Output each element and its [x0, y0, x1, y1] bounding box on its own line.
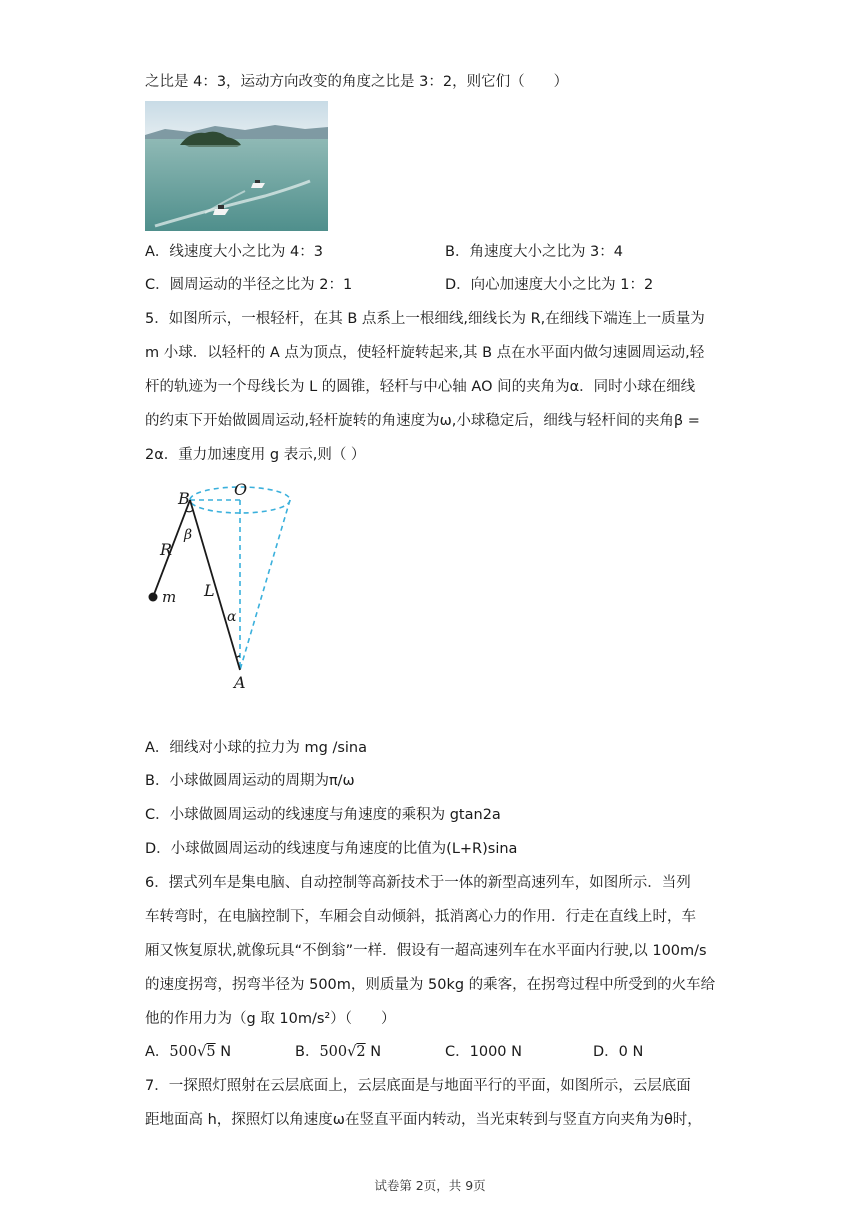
q5-option-a: A．细线对小球的拉力为 mg /sina: [145, 740, 368, 756]
rod-ab: [190, 500, 240, 670]
q6-option-b-label: B．: [295, 1044, 320, 1060]
q7-stem-line: 距地面高 h，探照灯以角速度ω在竖直平面内转动，当光束转到与竖直方向夹角为θ时，: [145, 1112, 702, 1128]
label-m: m: [162, 588, 177, 606]
label-a: A: [234, 673, 246, 692]
q4-option-c: C．圆周运动的半径之比为 2：1: [145, 277, 353, 293]
q6-option-a-label: A．: [145, 1044, 170, 1060]
q6-option-b: [295, 1042, 381, 1062]
q6-option-a-coef: 500: [169, 1044, 198, 1060]
q6-option-a-radicand: 5: [206, 1044, 216, 1060]
cone-right-generatrix: [240, 500, 290, 670]
q5-stem-line: 杆的轨迹为一个母线长为 L 的圆锥，轻杆与中心轴 AO 间的夹角为α．同时小球在细线: [145, 379, 696, 395]
q6-stem-line: 车转弯时，在电脑控制下，车厢会自动倾斜，抵消离心力的作用．行走在直线上时，车: [145, 909, 696, 925]
q6-option-b-unit: N: [365, 1044, 382, 1060]
q6-stem-line: 厢又恢复原状,就像玩具“不倒翁”一样．假设有一超高速列车在水平面内行驶,以 100m/s: [145, 943, 707, 959]
label-alpha: α: [227, 609, 237, 625]
q6-stem-line: 6．摆式列车是集电脑、自动控制等高新技术于一体的新型高速列车，如图所示．当列: [145, 875, 691, 891]
sqrt-sign: √: [197, 1044, 207, 1060]
ball: [149, 593, 158, 602]
q4-option-b: B．角速度大小之比为 3：4: [445, 244, 624, 260]
q6-option-c: C．1000 N: [445, 1044, 522, 1060]
q6-option-a-unit: N: [215, 1044, 232, 1060]
q5-stem-line: 2α．重力加速度用 g 表示,则（ ）: [145, 447, 366, 463]
q4-option-a: A．线速度大小之比为 4：3: [145, 244, 323, 260]
q4-option-d: D．向心加速度大小之比为 1：2: [445, 277, 654, 293]
q6-option-a: [145, 1042, 231, 1062]
label-o: O: [234, 480, 248, 499]
label-r: R: [160, 540, 173, 559]
q6-option-d: D．0 N: [593, 1044, 644, 1060]
label-l: L: [204, 581, 215, 600]
beta-arc: [186, 510, 193, 512]
q7-stem-line: 7．一探照灯照射在云层底面上，云层底面是与地面平行的平面，如图所示，云层底面: [145, 1078, 691, 1094]
cone-rod-diagram: [140, 478, 315, 696]
page-footer: 试卷第 2页，共 9页: [374, 1178, 486, 1193]
label-b: B: [178, 489, 190, 508]
q5-stem-line: 5．如图所示，一根轻杆，在其 B 点系上一根细线,细线长为 R,在细线下端连上一质量为: [145, 311, 705, 327]
q6-stem-line: 的速度拐弯，拐弯半径为 500m，则质量为 50kg 的乘客，在拐弯过程中所受到的火车给: [145, 977, 716, 993]
q6-stem-line: 他的作用力为（g 取 10m/s²）（ ）: [145, 1011, 396, 1027]
q4-stem-tail: 之比是 4：3，运动方向改变的角度之比是 3：2，则它们（ ）: [145, 74, 569, 90]
q5-stem-line: 的约束下开始做圆周运动,轻杆旋转的角速度为ω,小球稳定后，细线与轻杆间的夹角β =: [145, 413, 700, 429]
q6-option-b-coef: 500: [319, 1044, 348, 1060]
sqrt-sign: √: [347, 1044, 357, 1060]
label-beta: β: [184, 527, 193, 543]
q5-option-b: B．小球做圆周运动的周期为π/ω: [145, 773, 355, 789]
q5-option-d: D．小球做圆周运动的线速度与角速度的比值为(L+R)sina: [145, 841, 518, 857]
q6-option-b-radicand: 2: [356, 1044, 366, 1060]
speedboats-photo: [145, 101, 328, 231]
q5-option-c: C．小球做圆周运动的线速度与角速度的乘积为 gtan2a: [145, 807, 501, 823]
q5-stem-line: m 小球．以轻杆的 A 点为顶点，使轻杆旋转起来,其 B 点在水平面内做匀速圆周运动,轻: [145, 345, 705, 361]
